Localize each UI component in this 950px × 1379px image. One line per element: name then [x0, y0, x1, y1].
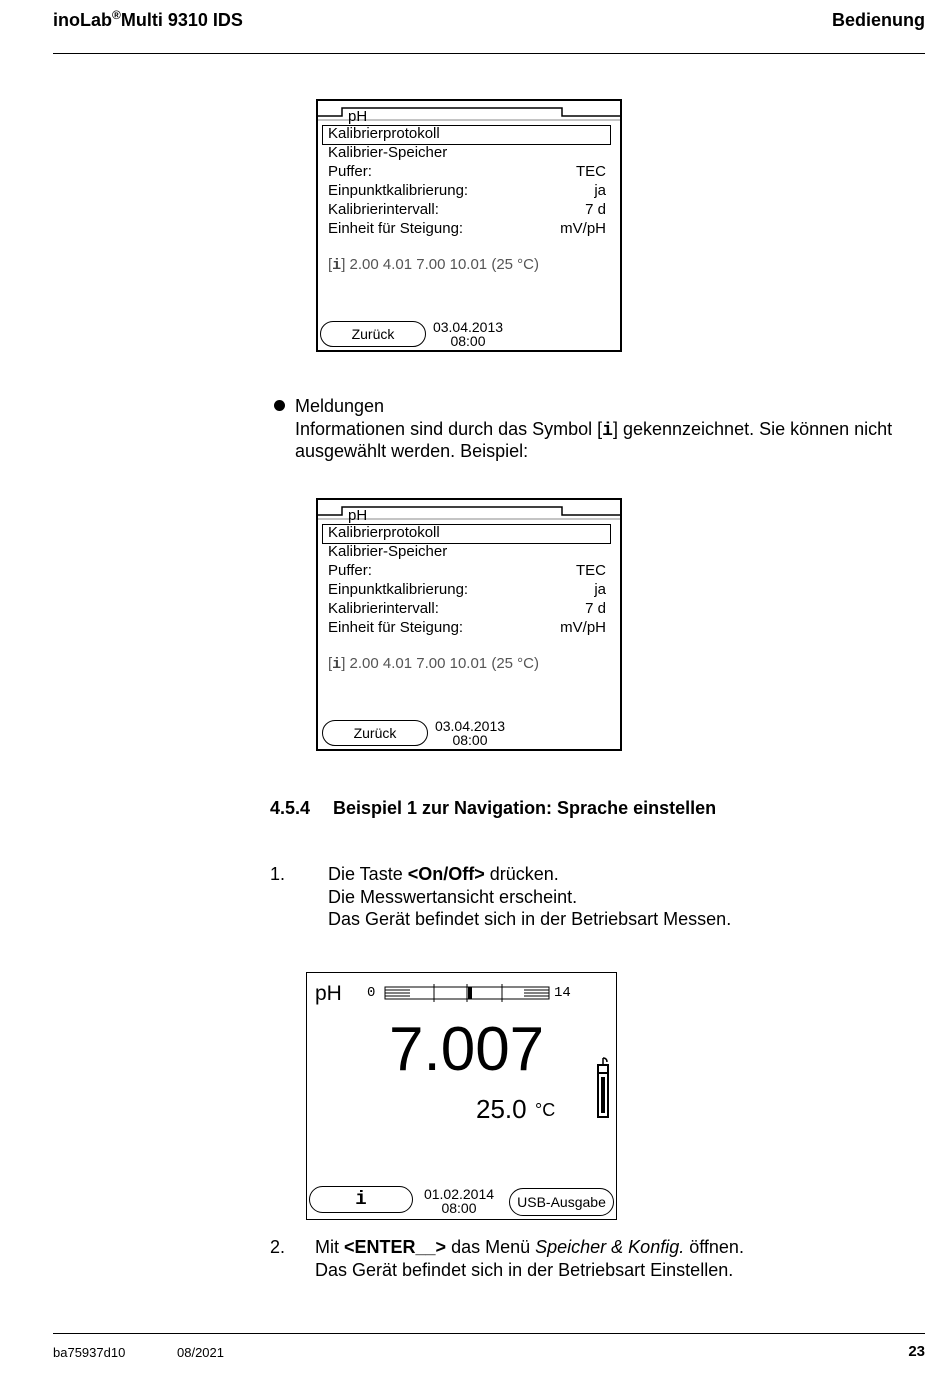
back-button[interactable]: Zurück — [320, 321, 426, 347]
calibration-screen-2 — [316, 498, 622, 751]
menu-row-puffer[interactable]: Puffer: TEC — [328, 163, 606, 180]
model-name: Multi 9310 IDS — [120, 10, 243, 30]
header-rule — [53, 53, 925, 54]
back-button[interactable]: Zurück — [322, 720, 428, 746]
section-title: Beispiel 1 zur Navigation: Sprache einstellen — [333, 798, 717, 818]
footer-rule — [53, 1333, 925, 1334]
registered-mark: ® — [112, 8, 121, 22]
bullet-text-line2: ausgewählt werden. Beispiel: — [295, 441, 529, 461]
onoff-key: <On/Off> — [407, 864, 485, 884]
bullet-title: Meldungen — [295, 396, 385, 416]
menu-row-kalibrierintervall[interactable]: Kalibrierintervall: 7 d — [328, 600, 606, 617]
info-symbol-inline: i — [602, 421, 613, 441]
step1-line1: Die Taste <On/Off> drücken. — [328, 864, 559, 884]
enter-key: <ENTER__> — [344, 1237, 447, 1257]
menu-row-kalibrierprotokoll[interactable]: Kalibrierprotokoll — [328, 524, 440, 541]
bullet-icon — [274, 400, 285, 411]
step2-number: 2. — [270, 1237, 286, 1257]
menu-row-einpunktkalibrierung[interactable]: Einpunktkalibrierung: ja — [328, 182, 606, 199]
step1-line3: Das Gerät befindet sich in der Betriebsart Messen. — [328, 909, 732, 929]
step2-line1: Mit <ENTER__> das Menü Speicher & Konfig. öffnen. — [315, 1237, 744, 1257]
menu-row-puffer[interactable]: Puffer: TEC — [328, 562, 606, 579]
info-key-button[interactable]: i — [309, 1186, 413, 1213]
menu-row-einheit-steigung[interactable]: Einheit für Steigung: mV/pH — [328, 619, 606, 636]
scale-max: 14 — [554, 985, 571, 1001]
step1-line2: Die Messwertansicht erscheint. — [328, 887, 578, 907]
sensor-probe-icon — [595, 1057, 611, 1119]
temperature-value: 25.0 — [476, 1094, 527, 1124]
step2-line2: Das Gerät befindet sich in der Betriebsart Einstellen. — [315, 1260, 734, 1280]
page-number: 23 — [908, 1343, 925, 1360]
bullet-text-line1: Informationen sind durch das Symbol [i] gekennzeichnet. Sie können nicht — [295, 419, 893, 441]
menu-row-einpunktkalibrierung[interactable]: Einpunktkalibrierung: ja — [328, 581, 606, 598]
calibration-screen-1 — [316, 99, 622, 352]
screen-tab-bar — [318, 107, 620, 123]
info-icon: i — [332, 656, 342, 673]
screen-datetime: 03.04.2013 08:00 — [432, 319, 504, 349]
header-section: Bedienung — [832, 10, 925, 30]
measure-datetime: 01.02.2014 08:00 — [423, 1186, 495, 1216]
screen-datetime: 03.04.2013 08:00 — [434, 718, 506, 748]
temperature-unit: °C — [535, 1100, 556, 1120]
scale-min: 0 — [367, 985, 376, 1001]
footer-doc-id: ba75937d10 — [53, 1345, 126, 1360]
screen-tab-label: pH — [348, 507, 368, 524]
product-name: inoLab — [53, 10, 112, 30]
screen-tab-bar — [318, 506, 620, 522]
info-icon: i — [332, 257, 342, 274]
usb-output-button[interactable]: USB-Ausgabe — [509, 1188, 614, 1216]
menu-row-kalibrierintervall[interactable]: Kalibrierintervall: 7 d — [328, 201, 606, 218]
info-message: [i] 2.00 4.01 7.00 10.01 (25 °C) — [328, 655, 539, 673]
section-number: 4.5.4 — [270, 798, 311, 818]
menu-name: Speicher & Konfig. — [535, 1237, 685, 1257]
ph-scale-bar-icon — [384, 984, 550, 1004]
menu-row-kalibrierprotokoll[interactable]: Kalibrierprotokoll — [328, 125, 440, 142]
screen-tab-label: pH — [348, 108, 368, 125]
param-label: pH — [315, 982, 342, 1005]
step1-number: 1. — [270, 864, 286, 884]
header-title — [53, 8, 243, 31]
info-message: [i] 2.00 4.01 7.00 10.01 (25 °C) — [328, 256, 539, 274]
menu-row-kalibrier-speicher[interactable]: Kalibrier-Speicher — [328, 144, 448, 161]
measurement-screen — [306, 972, 617, 1220]
menu-row-kalibrier-speicher[interactable]: Kalibrier-Speicher — [328, 543, 448, 560]
footer-date: 08/2021 — [177, 1345, 224, 1360]
menu-row-einheit-steigung[interactable]: Einheit für Steigung: mV/pH — [328, 220, 606, 237]
ph-value: 7.007 — [389, 1015, 545, 1084]
